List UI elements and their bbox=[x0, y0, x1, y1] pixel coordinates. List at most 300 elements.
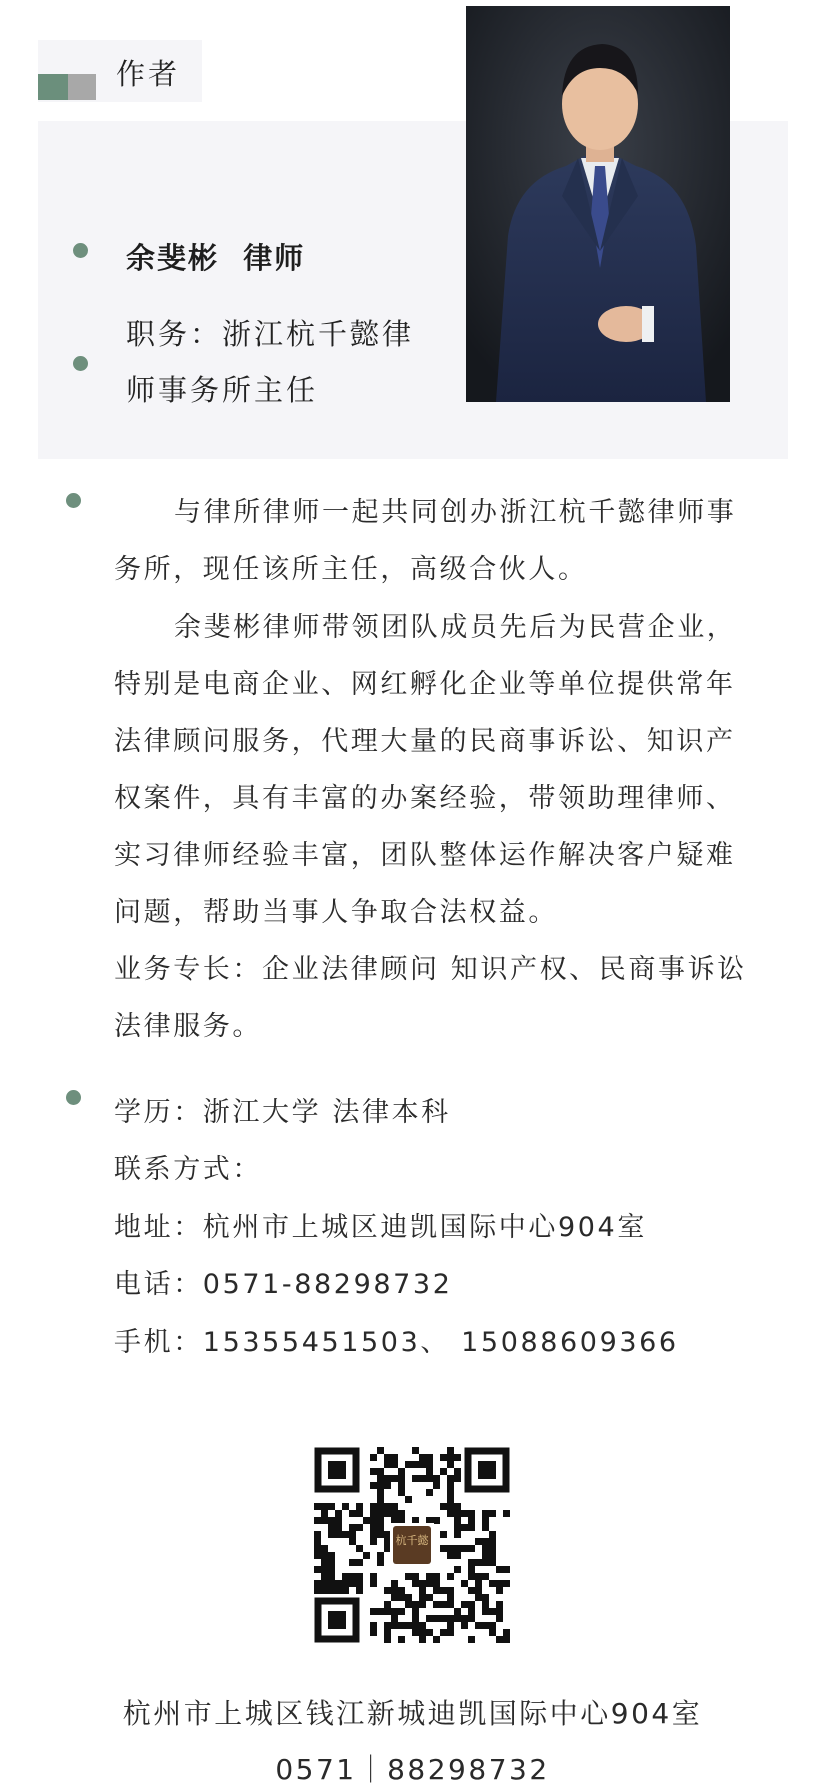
qr-module bbox=[468, 1636, 475, 1643]
qr-module bbox=[412, 1608, 419, 1615]
qr-module bbox=[454, 1608, 461, 1615]
qr-module bbox=[314, 1566, 321, 1573]
qr-module bbox=[482, 1608, 489, 1615]
qr-module bbox=[468, 1601, 475, 1608]
qr-module bbox=[489, 1538, 496, 1545]
qr-module bbox=[447, 1496, 454, 1503]
qr-module bbox=[335, 1531, 342, 1538]
qr-module bbox=[398, 1636, 405, 1643]
qr-module bbox=[314, 1545, 321, 1552]
qr-module bbox=[440, 1545, 447, 1552]
qr-module bbox=[384, 1629, 391, 1636]
qr-module bbox=[454, 1552, 461, 1559]
qr-module bbox=[503, 1566, 510, 1573]
qr-module bbox=[377, 1608, 384, 1615]
qr-module bbox=[370, 1468, 377, 1475]
qr-module bbox=[496, 1636, 503, 1643]
qr-module bbox=[412, 1475, 419, 1482]
portrait-illustration bbox=[466, 6, 730, 402]
qr-module bbox=[391, 1475, 398, 1482]
qr-module bbox=[356, 1580, 363, 1587]
qr-module bbox=[503, 1629, 510, 1636]
qr-module bbox=[454, 1566, 461, 1573]
qr-module bbox=[370, 1608, 377, 1615]
qr-module bbox=[349, 1510, 356, 1517]
qr-module bbox=[370, 1629, 377, 1636]
qr-module bbox=[321, 1503, 328, 1510]
qr-module bbox=[468, 1545, 475, 1552]
qr-module bbox=[468, 1587, 475, 1594]
qr-module bbox=[377, 1524, 384, 1531]
qr-module bbox=[398, 1594, 405, 1601]
qr-module bbox=[391, 1461, 398, 1468]
qr-module bbox=[370, 1538, 377, 1545]
qr-module bbox=[482, 1524, 489, 1531]
tab-accent-green bbox=[38, 74, 68, 100]
qr-logo-text: 杭千懿 bbox=[395, 1534, 429, 1547]
qr-module bbox=[412, 1461, 419, 1468]
qr-module bbox=[468, 1608, 475, 1615]
qr-module bbox=[328, 1580, 335, 1587]
qr-module bbox=[440, 1468, 447, 1475]
qr-module bbox=[356, 1545, 363, 1552]
qr-module bbox=[489, 1531, 496, 1538]
qr-module bbox=[391, 1622, 398, 1629]
qr-module bbox=[419, 1629, 426, 1636]
bio-line: 问题，帮助当事人争取合法权益。 bbox=[114, 897, 558, 928]
qr-module bbox=[384, 1510, 391, 1517]
qr-module bbox=[426, 1594, 433, 1601]
qr-module bbox=[433, 1636, 440, 1643]
qr-module bbox=[377, 1510, 384, 1517]
qr-module bbox=[447, 1594, 454, 1601]
qr-module bbox=[482, 1510, 489, 1517]
qr-module bbox=[342, 1573, 349, 1580]
bullet-dot-icon bbox=[73, 243, 88, 258]
qr-module bbox=[356, 1503, 363, 1510]
contact-label: 联系方式： bbox=[114, 1154, 262, 1185]
qr-module bbox=[412, 1622, 419, 1629]
qr-module bbox=[321, 1587, 328, 1594]
qr-module bbox=[447, 1510, 454, 1517]
address: 地址：杭州市上城区迪凯国际中心904室 bbox=[114, 1212, 647, 1243]
qr-module bbox=[468, 1517, 475, 1524]
qr-module bbox=[419, 1594, 426, 1601]
qr-module bbox=[342, 1580, 349, 1587]
qr-module bbox=[412, 1629, 419, 1636]
qr-module bbox=[349, 1559, 356, 1566]
qr-module bbox=[321, 1580, 328, 1587]
qr-module bbox=[384, 1608, 391, 1615]
qr-module bbox=[503, 1636, 510, 1643]
qr-module bbox=[454, 1524, 461, 1531]
qr-module bbox=[489, 1580, 496, 1587]
qr-module bbox=[426, 1573, 433, 1580]
qr-module bbox=[349, 1524, 356, 1531]
qr-module bbox=[461, 1580, 468, 1587]
qr-module bbox=[426, 1475, 433, 1482]
qr-module bbox=[384, 1636, 391, 1643]
qr-module bbox=[405, 1594, 412, 1601]
qr-module bbox=[321, 1545, 328, 1552]
qr-module bbox=[489, 1545, 496, 1552]
qr-module bbox=[335, 1517, 342, 1524]
qr-module bbox=[398, 1482, 405, 1489]
qr-module bbox=[475, 1622, 482, 1629]
qr-module bbox=[454, 1510, 461, 1517]
qr-module bbox=[419, 1475, 426, 1482]
qr-module bbox=[384, 1531, 391, 1538]
qr-module bbox=[440, 1503, 447, 1510]
qr-module bbox=[412, 1447, 419, 1454]
qr-module bbox=[370, 1510, 377, 1517]
qr-module bbox=[489, 1559, 496, 1566]
qr-module bbox=[370, 1503, 377, 1510]
qr-module bbox=[377, 1531, 384, 1538]
qr-module bbox=[433, 1482, 440, 1489]
qr-module bbox=[447, 1601, 454, 1608]
qr-module bbox=[454, 1503, 461, 1510]
qr-module bbox=[482, 1559, 489, 1566]
tab-accent-gray bbox=[68, 74, 96, 100]
qr-module bbox=[412, 1573, 419, 1580]
qr-module bbox=[482, 1601, 489, 1608]
qr-module bbox=[447, 1622, 454, 1629]
qr-module bbox=[370, 1622, 377, 1629]
qr-module bbox=[391, 1517, 398, 1524]
qr-module bbox=[377, 1482, 384, 1489]
qr-module bbox=[391, 1510, 398, 1517]
qr-module bbox=[377, 1552, 384, 1559]
qr-module bbox=[405, 1601, 412, 1608]
bio-line: 业务专长：企业法律顾问 知识产权、民商事诉讼 bbox=[114, 954, 747, 985]
qr-module bbox=[342, 1587, 349, 1594]
qr-module bbox=[335, 1587, 342, 1594]
qr-module bbox=[342, 1503, 349, 1510]
qr-module bbox=[475, 1559, 482, 1566]
education: 学历：浙江大学 法律本科 bbox=[114, 1097, 451, 1128]
qr-module bbox=[391, 1587, 398, 1594]
qr-module bbox=[482, 1552, 489, 1559]
qr-module bbox=[384, 1587, 391, 1594]
qr-module bbox=[496, 1601, 503, 1608]
qr-module bbox=[496, 1566, 503, 1573]
qr-module bbox=[328, 1552, 335, 1559]
qr-module bbox=[370, 1524, 377, 1531]
qr-module bbox=[405, 1573, 412, 1580]
mobile: 手机：15355451503、 15088609366 bbox=[114, 1327, 679, 1358]
qr-module bbox=[412, 1601, 419, 1608]
qr-module bbox=[349, 1573, 356, 1580]
qr-module bbox=[356, 1587, 363, 1594]
qr-module bbox=[461, 1545, 468, 1552]
footer-phone: 0571｜88298732 bbox=[275, 1753, 550, 1786]
qr-module bbox=[426, 1615, 433, 1622]
qr-module bbox=[482, 1573, 489, 1580]
qr-module bbox=[342, 1531, 349, 1538]
qr-module bbox=[496, 1608, 503, 1615]
qr-module bbox=[328, 1573, 335, 1580]
qr-module bbox=[454, 1517, 461, 1524]
qr-module bbox=[377, 1468, 384, 1475]
qr-module bbox=[461, 1601, 468, 1608]
qr-module bbox=[405, 1461, 412, 1468]
qr-module bbox=[447, 1482, 454, 1489]
qr-module bbox=[370, 1482, 377, 1489]
qr-module bbox=[335, 1510, 342, 1517]
qr-module bbox=[349, 1538, 356, 1545]
bio-line: 法律顾问服务，代理大量的民商事诉讼、知识产 bbox=[114, 726, 736, 757]
bullet-dot-icon bbox=[66, 1090, 81, 1105]
qr-module bbox=[384, 1622, 391, 1629]
qr-module bbox=[426, 1454, 433, 1461]
qr-module bbox=[398, 1517, 405, 1524]
qr-module bbox=[314, 1580, 321, 1587]
qr-module bbox=[503, 1580, 510, 1587]
qr-module bbox=[391, 1608, 398, 1615]
qr-module bbox=[321, 1559, 328, 1566]
qr-module bbox=[447, 1587, 454, 1594]
qr-module bbox=[377, 1496, 384, 1503]
qr-module bbox=[398, 1587, 405, 1594]
qr-module bbox=[496, 1580, 503, 1587]
qr-module bbox=[426, 1468, 433, 1475]
qr-module bbox=[314, 1517, 321, 1524]
qr-module bbox=[433, 1601, 440, 1608]
qr-module bbox=[391, 1454, 398, 1461]
qr-module bbox=[391, 1594, 398, 1601]
bio-line: 权案件，具有丰富的办案经验，带领助理律师、 bbox=[114, 783, 736, 814]
qr-module bbox=[384, 1545, 391, 1552]
qr-module bbox=[447, 1552, 454, 1559]
qr-module bbox=[328, 1531, 335, 1538]
qr-module bbox=[454, 1615, 461, 1622]
qr-module bbox=[384, 1503, 391, 1510]
qr-code-icon[interactable] bbox=[314, 1447, 510, 1643]
qr-module bbox=[440, 1629, 447, 1636]
qr-module bbox=[412, 1615, 419, 1622]
qr-module bbox=[384, 1601, 391, 1608]
qr-module bbox=[447, 1545, 454, 1552]
qr-module bbox=[489, 1629, 496, 1636]
qr-module bbox=[363, 1552, 370, 1559]
qr-module bbox=[356, 1524, 363, 1531]
qr-module bbox=[496, 1587, 503, 1594]
qr-module bbox=[447, 1503, 454, 1510]
section-title: 作者 bbox=[116, 57, 181, 91]
bio-line: 与律所律师一起共同创办浙江杭千懿律师事 bbox=[174, 497, 737, 528]
qr-module bbox=[433, 1615, 440, 1622]
qr-module bbox=[377, 1517, 384, 1524]
qr-module bbox=[419, 1587, 426, 1594]
qr-module bbox=[468, 1510, 475, 1517]
qr-module bbox=[447, 1454, 454, 1461]
qr-module bbox=[328, 1559, 335, 1566]
qr-module bbox=[370, 1531, 377, 1538]
qr-module bbox=[412, 1517, 419, 1524]
qr-module bbox=[433, 1517, 440, 1524]
qr-module bbox=[468, 1615, 475, 1622]
qr-module bbox=[447, 1447, 454, 1454]
qr-module bbox=[440, 1454, 447, 1461]
qr-module bbox=[335, 1524, 342, 1531]
bullet-dot-icon bbox=[73, 356, 88, 371]
qr-module bbox=[447, 1629, 454, 1636]
qr-module bbox=[370, 1454, 377, 1461]
qr-module bbox=[468, 1559, 475, 1566]
qr-module bbox=[328, 1517, 335, 1524]
qr-module bbox=[377, 1475, 384, 1482]
qr-module bbox=[468, 1566, 475, 1573]
qr-module bbox=[461, 1615, 468, 1622]
qr-module bbox=[440, 1587, 447, 1594]
qr-module bbox=[419, 1454, 426, 1461]
qr-module bbox=[377, 1559, 384, 1566]
qr-module bbox=[328, 1587, 335, 1594]
qr-module bbox=[314, 1587, 321, 1594]
qr-module bbox=[391, 1503, 398, 1510]
qr-module bbox=[419, 1580, 426, 1587]
qr-module bbox=[482, 1545, 489, 1552]
qr-module bbox=[349, 1531, 356, 1538]
qr-module bbox=[447, 1475, 454, 1482]
qr-module bbox=[503, 1510, 510, 1517]
qr-module bbox=[419, 1622, 426, 1629]
qr-module bbox=[433, 1580, 440, 1587]
qr-module bbox=[482, 1622, 489, 1629]
qr-module bbox=[398, 1608, 405, 1615]
qr-module bbox=[370, 1573, 377, 1580]
qr-module bbox=[314, 1552, 321, 1559]
qr-module bbox=[356, 1559, 363, 1566]
qr-module bbox=[461, 1622, 468, 1629]
qr-module bbox=[363, 1517, 370, 1524]
qr-module bbox=[314, 1503, 321, 1510]
qr-module bbox=[321, 1573, 328, 1580]
qr-module bbox=[356, 1573, 363, 1580]
qr-module bbox=[454, 1475, 461, 1482]
qr-module bbox=[482, 1517, 489, 1524]
qr-module bbox=[384, 1538, 391, 1545]
position-line-1: 职务：浙江杭千懿律 bbox=[126, 317, 415, 351]
qr-module bbox=[426, 1489, 433, 1496]
qr-module bbox=[475, 1594, 482, 1601]
qr-module bbox=[475, 1538, 482, 1545]
qr-module bbox=[391, 1615, 398, 1622]
qr-module bbox=[419, 1601, 426, 1608]
qr-module bbox=[426, 1629, 433, 1636]
qr-module bbox=[398, 1468, 405, 1475]
qr-module bbox=[398, 1489, 405, 1496]
footer-address: 杭州市上城区钱江新城迪凯国际中心904室 bbox=[122, 1697, 703, 1730]
qr-module bbox=[377, 1503, 384, 1510]
qr-module bbox=[370, 1517, 377, 1524]
qr-module bbox=[405, 1496, 412, 1503]
qr-module bbox=[468, 1524, 475, 1531]
qr-module bbox=[461, 1510, 468, 1517]
qr-module bbox=[377, 1447, 384, 1454]
qr-module bbox=[475, 1580, 482, 1587]
qr-module bbox=[328, 1566, 335, 1573]
qr-module bbox=[391, 1580, 398, 1587]
bio-line: 余斐彬律师带领团队成员先后为民营企业， bbox=[174, 612, 737, 643]
qr-module bbox=[321, 1517, 328, 1524]
qr-module bbox=[426, 1580, 433, 1587]
phone: 电话：0571-88298732 bbox=[114, 1269, 453, 1300]
qr-module bbox=[489, 1622, 496, 1629]
qr-module bbox=[314, 1531, 321, 1538]
qr-module bbox=[489, 1552, 496, 1559]
qr-module bbox=[447, 1489, 454, 1496]
qr-module bbox=[468, 1573, 475, 1580]
lawyer-photo bbox=[466, 6, 730, 402]
qr-module bbox=[321, 1552, 328, 1559]
qr-module bbox=[489, 1510, 496, 1517]
qr-module bbox=[335, 1580, 342, 1587]
qr-module bbox=[426, 1461, 433, 1468]
qr-module bbox=[377, 1489, 384, 1496]
qr-module bbox=[384, 1482, 391, 1489]
qr-module bbox=[454, 1531, 461, 1538]
bio-line: 法律服务。 bbox=[114, 1011, 262, 1042]
qr-module bbox=[398, 1622, 405, 1629]
qr-module bbox=[454, 1468, 461, 1475]
qr-module bbox=[419, 1461, 426, 1468]
qr-module bbox=[475, 1573, 482, 1580]
qr-code-graphic bbox=[314, 1447, 510, 1643]
qr-module bbox=[412, 1580, 419, 1587]
qr-module bbox=[440, 1615, 447, 1622]
qr-module bbox=[328, 1524, 335, 1531]
qr-module bbox=[482, 1594, 489, 1601]
qr-module bbox=[447, 1573, 454, 1580]
bio-line: 实习律师经验丰富，团队整体运作解决客户疑难 bbox=[114, 840, 736, 871]
qr-module bbox=[447, 1615, 454, 1622]
qr-module bbox=[447, 1461, 454, 1468]
qr-module bbox=[405, 1622, 412, 1629]
qr-module bbox=[489, 1608, 496, 1615]
qr-module bbox=[454, 1454, 461, 1461]
qr-module bbox=[496, 1615, 503, 1622]
position-line-2: 师事务所主任 bbox=[126, 373, 319, 407]
bio-line: 务所，现任该所主任，高级合伙人。 bbox=[114, 554, 588, 585]
qr-module bbox=[440, 1601, 447, 1608]
qr-module bbox=[440, 1531, 447, 1538]
qr-module bbox=[356, 1510, 363, 1517]
qr-module bbox=[426, 1517, 433, 1524]
qr-module bbox=[321, 1510, 328, 1517]
qr-module bbox=[370, 1580, 377, 1587]
qr-module bbox=[433, 1587, 440, 1594]
qr-module bbox=[475, 1587, 482, 1594]
bio-line: 特别是电商企业、网红孵化企业等单位提供常年 bbox=[114, 669, 736, 700]
qr-module bbox=[384, 1475, 391, 1482]
qr-module bbox=[384, 1454, 391, 1461]
qr-module bbox=[398, 1475, 405, 1482]
qr-module bbox=[384, 1461, 391, 1468]
bullet-dot-icon bbox=[66, 493, 81, 508]
lawyer-name: 余斐彬 律师 bbox=[126, 241, 306, 275]
qr-module bbox=[482, 1538, 489, 1545]
qr-module bbox=[454, 1545, 461, 1552]
qr-module bbox=[321, 1566, 328, 1573]
qr-module bbox=[433, 1573, 440, 1580]
qr-module bbox=[398, 1510, 405, 1517]
qr-module bbox=[349, 1580, 356, 1587]
qr-module bbox=[328, 1503, 335, 1510]
qr-module bbox=[314, 1538, 321, 1545]
qr-module bbox=[433, 1475, 440, 1482]
